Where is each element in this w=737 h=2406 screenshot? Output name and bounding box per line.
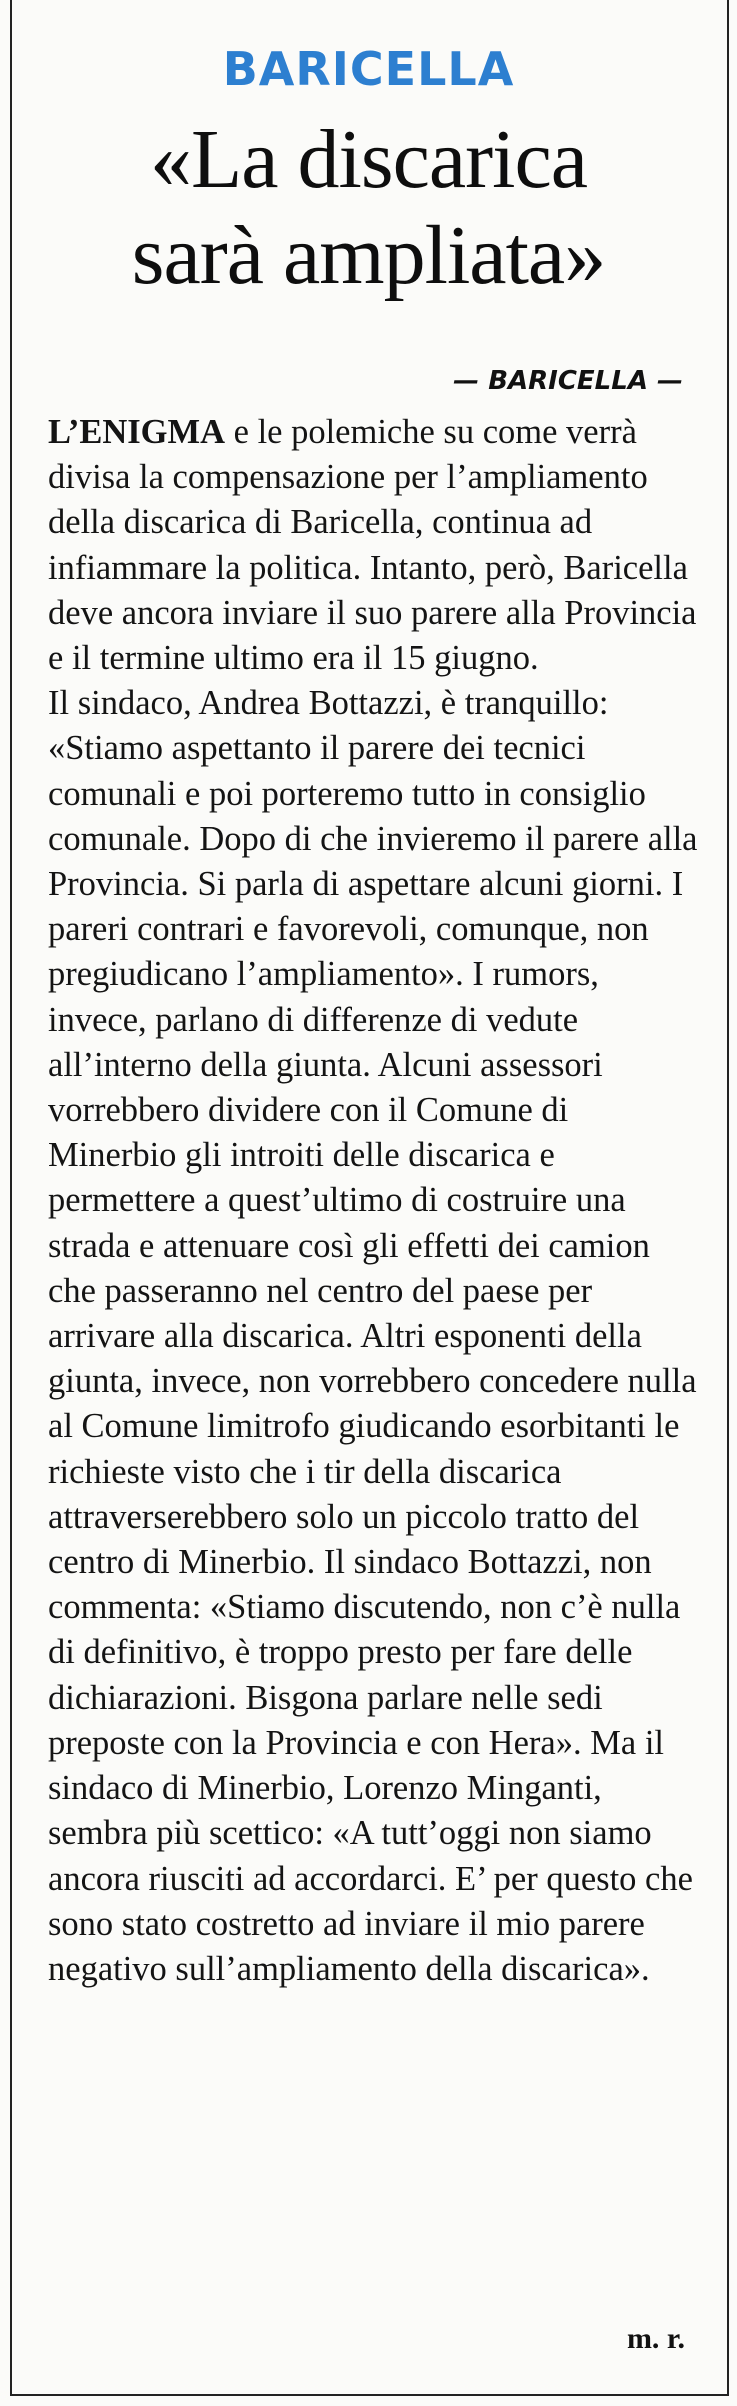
paragraph-2: Il sindaco, Andrea Bottazzi, è tranquillo: «Stiamo aspettanto il parere dei tecnici comunali e poi porteremo tutto in consiglio comunale. Dopo di che invieremo il parere alla Provincia. Si parla di aspettare alcuni giorni. I pareri contrari e favorevoli, comunque, non pregiudicano l’ampliamento». I rumors, invece, parlano di differenze di vedute all’interno della giunta. Alcuni assessori vorrebbero dividere con il Comune di Minerbio gli introiti delle discarica e permettere a quest’ultimo di costruire una strada e attenuare così gli effetti dei camion che passeranno nel centro del paese per arrivare alla discarica. Altri esponenti della giunta, invece, non vorrebbero concedere nulla al Comune limitrofo giudicando esorbitanti le richieste visto che i tir della discarica attraverserebbero solo un piccolo tratto del centro di Minerbio. Il sindaco Bottazzi, non commenta: «Stiamo discutendo, non c’è nulla di definitivo, è troppo presto per fare delle dichiarazioni. Bisgona parlare nelle sedi preposte con la Provincia e con Hera». Ma il sindaco di Minerbio, Lorenzo Minganti, sembra più scettico: «A tutt’oggi non siamo ancora riusciti ad accordarci. E’ per questo che sono stato costretto ad inviare il mio parere negativo sull’ampliamento della discarica». — [48, 684, 698, 1988]
author-initials: m. r. — [626, 2322, 685, 2355]
dateline: — BARICELLA — — [453, 366, 683, 396]
lead-word: L’ENIGMA — [48, 413, 225, 451]
paragraph-1-text: e le polemiche su come verrà divisa la compensazione per l’ampliamento della discarica di Baricella, continua ad infiammare la politica. Intanto, però, Baricella deve ancora inviare il suo parere alla Provincia e il termine ultimo era il 15 giugno. — [48, 413, 697, 678]
paragraph-1 — [48, 410, 698, 681]
headline-line-2: sarà ampliata» — [131, 209, 606, 302]
article-headline — [0, 112, 737, 304]
article-body — [48, 410, 698, 1992]
section-kicker: BARICELLA — [222, 42, 515, 96]
headline-line-1: «La discarica — [149, 113, 588, 206]
